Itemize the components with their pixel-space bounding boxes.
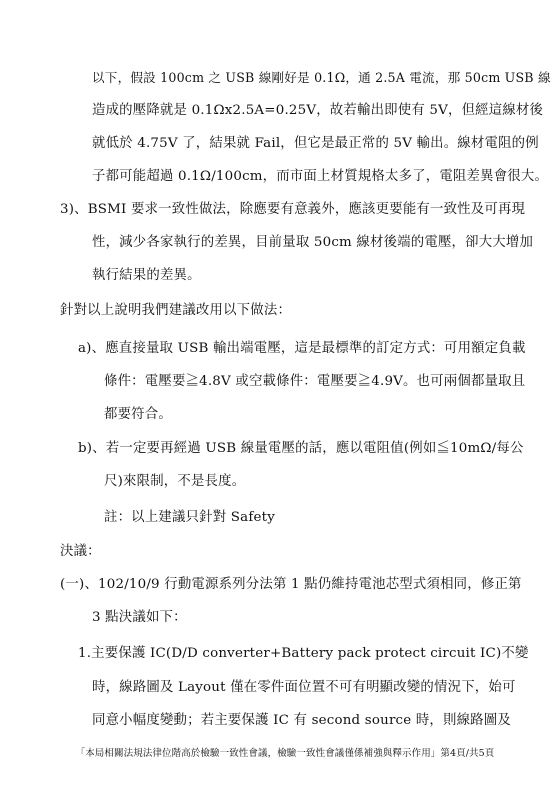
text-line: 都要符合。	[104, 407, 172, 422]
note-line: 註：以上建議只針對 Safety	[104, 510, 275, 525]
text-line: a)、應直接量取 USB 輸出端電壓，這是最標準的訂定方式：可用額定負載	[78, 341, 526, 356]
text-line: 時，線路圖及 Layout 僅在零件面位置不可有明顯改變的情況下，始可	[92, 680, 516, 695]
text-line: 條件：電壓要≧4.8V 或空載條件：電壓要≧4.9V。也可兩個都量取且	[104, 374, 526, 389]
resolution-heading: 決議：	[60, 544, 101, 559]
text-line: (一)、102/10/9 行動電源系列分法第 1 點仍維持電池芯型式須相同，修正第	[60, 577, 522, 592]
text-line: 同意小幅度變動；若主要保護 IC 有 second source 時，則線路圖及	[92, 713, 511, 728]
text-line: 以下，假設 100cm 之 USB 線剛好是 0.1Ω，通 2.5A 電流，那 50cm USB 線	[92, 70, 551, 85]
text-line: 性，減少各家執行的差異，目前量取 50cm 線材後端的電壓，卻大大增加	[92, 235, 534, 250]
text-line: 造成的壓降就是 0.1Ωx2.5A=0.25V，故若輸出即使有 5V，但經這線材後	[92, 103, 544, 118]
text-line: 執行結果的差異。	[92, 268, 201, 283]
text-line: 3)、BSMI 要求一致性做法，除應要有意義外，應該更要能有一致性及可再現	[60, 202, 526, 217]
text-line: 就低於 4.75V 了，結果就 Fail，但它是最正常的 5V 輸出。線材電阻的例	[92, 136, 539, 151]
text-line: b)、若一定要再經過 USB 線量電壓的話，應以電阻值(例如≦10mΩ/每公	[78, 441, 524, 456]
text-line: 針對以上說明我們建議改用以下做法：	[60, 303, 292, 318]
text-line: 尺)來限制，不是長度。	[104, 474, 246, 489]
text-line: 3 點決議如下：	[92, 610, 187, 625]
text-line: 1.主要保護 IC(D/D converter+Battery pack protect circuit IC)不變	[78, 646, 529, 661]
text-line: 子都可能超過 0.1Ω/100cm，而市面上材質規格太多了，電阻差異會很大。	[92, 169, 549, 184]
page-footer: 「本局相關法規法律位階高於檢驗一致性會議，檢驗一致性會議僅係補強與釋示作用」第4頁/共5頁	[75, 748, 495, 759]
